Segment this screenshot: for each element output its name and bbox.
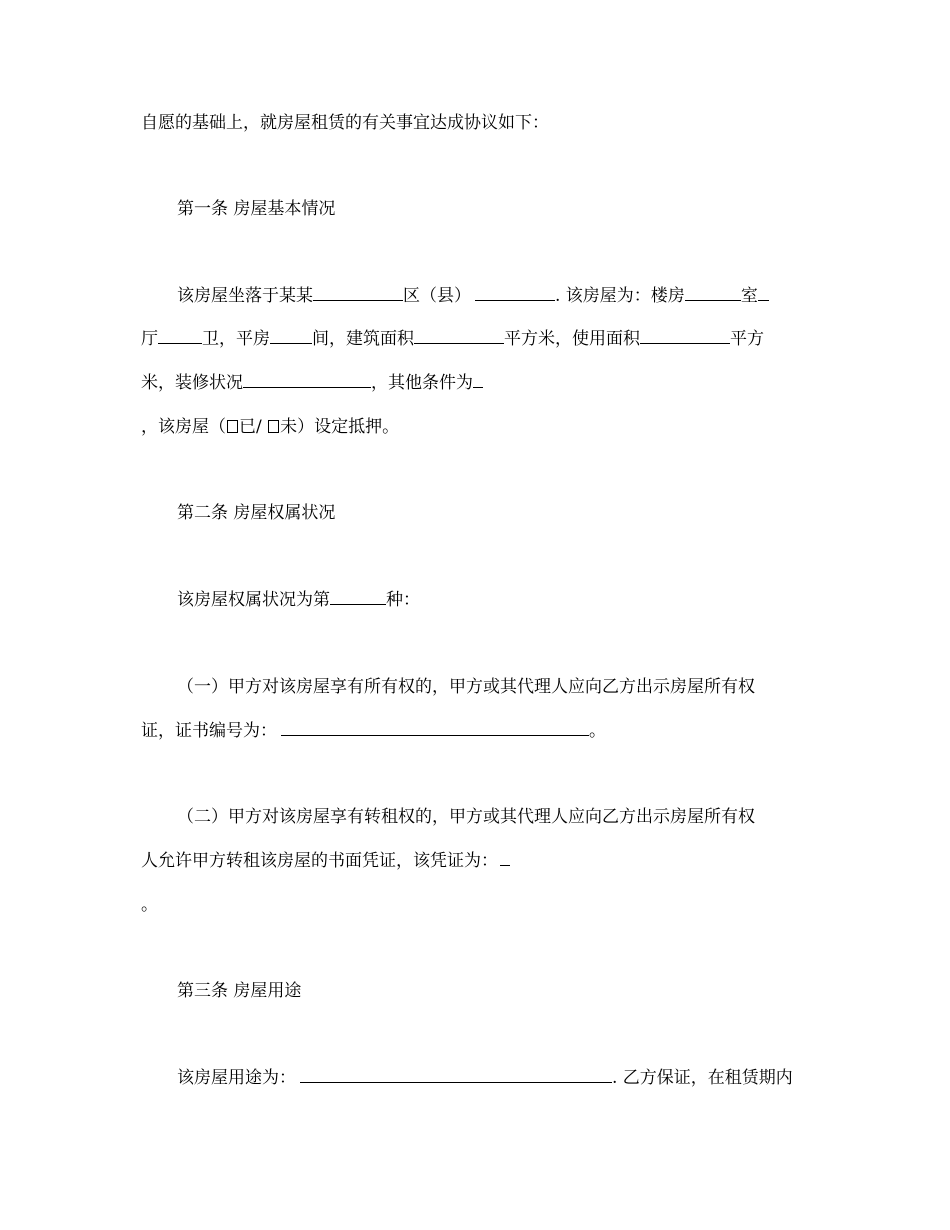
blank-hall	[158, 328, 202, 344]
article2-line1	[177, 589, 420, 611]
article2-item1-line2	[141, 720, 606, 742]
text-segment: 证，证书编号为：	[141, 721, 277, 741]
blank-ownership-type	[330, 589, 386, 605]
text-segment: 该房屋权属状况为第	[177, 590, 330, 610]
checkbox-icon	[227, 420, 238, 433]
text-segment: 平方	[730, 329, 764, 349]
article3-heading: 第三条 房屋用途	[177, 981, 302, 1001]
article2-item2-line1: （二）甲方对该房屋享有转租权的，甲方或其代理人应向乙方出示房屋所有权	[177, 807, 755, 827]
text-segment: 未）设定抵押。	[280, 417, 400, 437]
article1-heading: 第一条 房屋基本情况	[177, 199, 336, 219]
blank-house-usage	[300, 1067, 612, 1083]
text-segment: 卫，平房	[202, 329, 270, 349]
article2-item1-line1: （一）甲方对该房屋享有所有权的，甲方或其代理人应向乙方出示房屋所有权	[177, 677, 755, 697]
text-segment: 该房屋用途为：	[177, 1068, 296, 1088]
blank-room	[758, 285, 769, 301]
text-segment: 间，建筑面积	[312, 329, 414, 349]
blank-other-conditions	[473, 372, 483, 388]
article1-line4	[141, 416, 399, 438]
text-segment: . 该房屋为：楼房	[555, 286, 685, 306]
blank-bungalow	[270, 328, 312, 344]
text-segment: 人允许甲方转租该房屋的书面凭证，该凭证为：	[141, 851, 498, 871]
article3-line1	[177, 1067, 793, 1089]
text-segment: 米，装修状况	[141, 373, 243, 393]
blank-sublet-proof	[500, 850, 510, 866]
checkbox-icon	[268, 420, 279, 433]
blank-building-rooms	[685, 285, 741, 301]
intro-text: 自愿的基础上，就房屋租赁的有关事宜达成协议如下：	[141, 113, 549, 133]
text-segment: ，其他条件为	[371, 373, 473, 393]
text-segment: 厅	[141, 329, 158, 349]
text-segment: . 乙方保证，在租赁期内	[612, 1068, 793, 1088]
blank-district	[313, 285, 403, 301]
blank-decoration	[243, 372, 371, 388]
intro-paragraph	[141, 112, 549, 134]
article1-line2	[141, 328, 764, 350]
article2-heading: 第二条 房屋权属状况	[177, 503, 336, 523]
text-segment: 室	[740, 286, 758, 306]
text-segment: 种：	[386, 590, 420, 610]
article1-line1	[177, 285, 769, 307]
blank-built-area	[414, 328, 504, 344]
article2-item2-line2	[141, 850, 510, 872]
text-segment: 该房屋坐落于某某	[177, 286, 313, 306]
text-segment: 平方米，使用面积	[504, 329, 640, 349]
blank-county	[475, 285, 555, 301]
text-segment: 。	[589, 721, 606, 741]
text-segment: ，该房屋（	[141, 417, 226, 437]
text-segment: 区（县）	[403, 286, 471, 306]
blank-certificate-number	[281, 720, 589, 736]
text-segment: 已/	[239, 417, 268, 437]
blank-usable-area	[640, 328, 730, 344]
article1-line3	[141, 372, 483, 394]
article2-item2-line3: 。	[141, 895, 158, 915]
